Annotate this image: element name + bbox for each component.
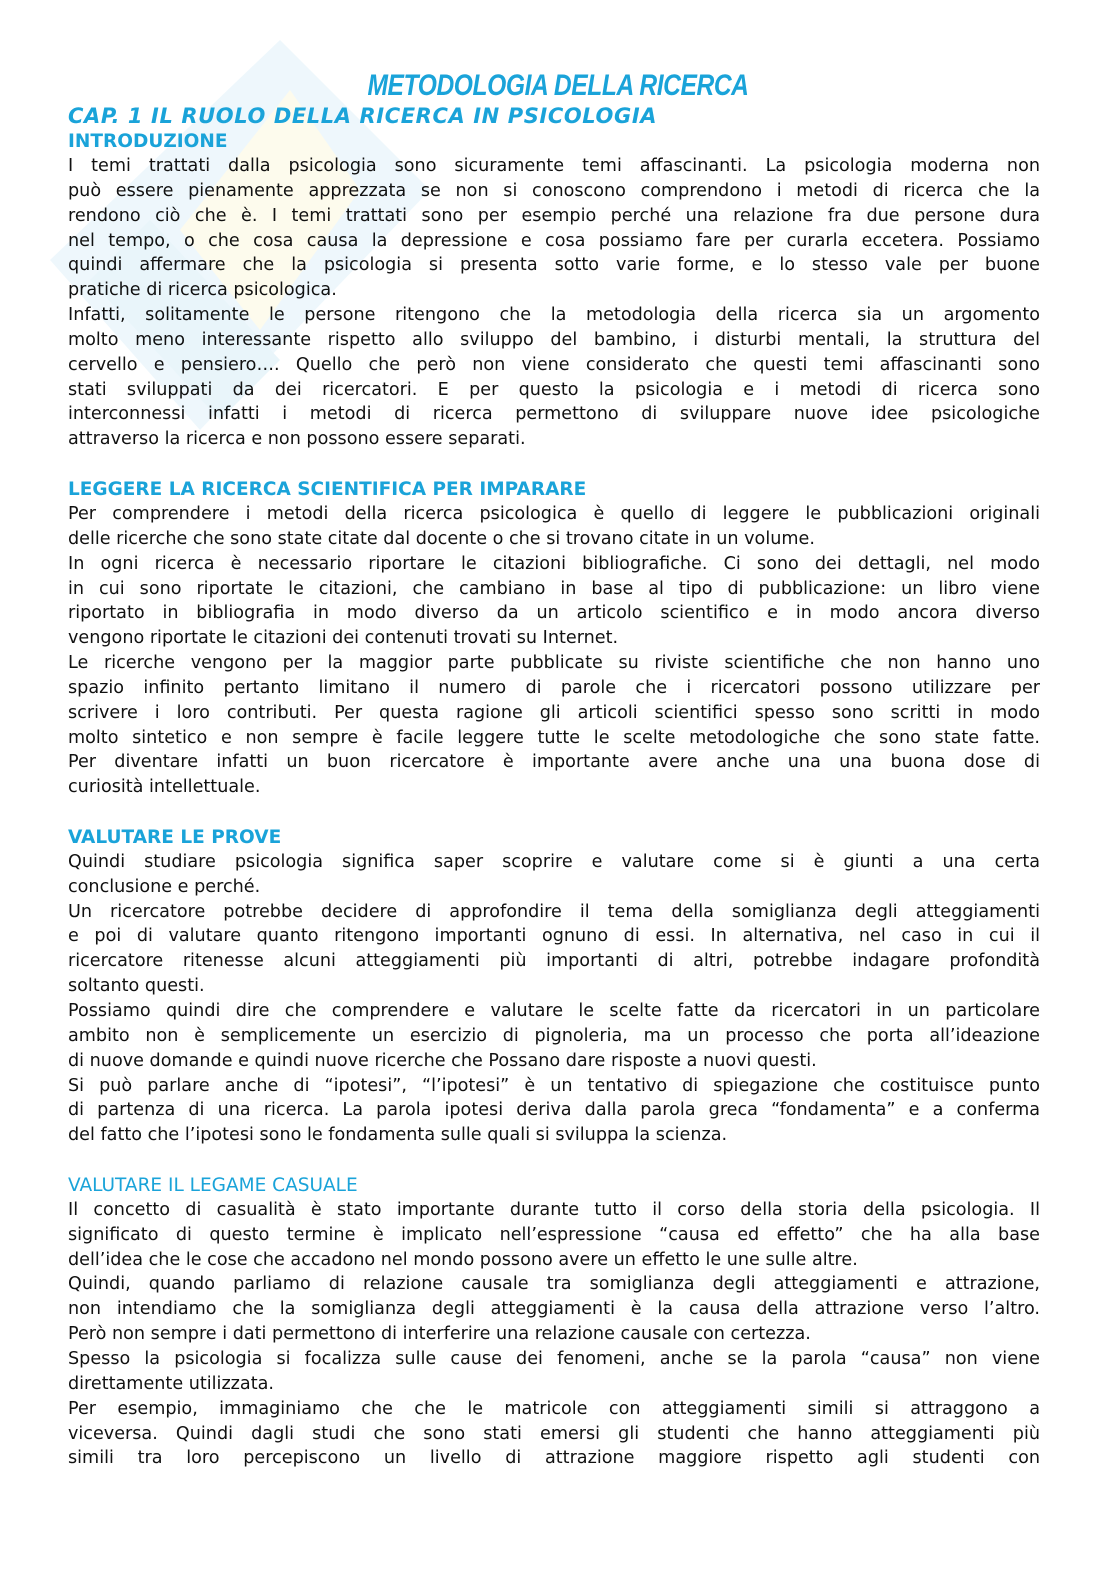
text-line: non intendiamo che la somiglianza degli atteggiamenti è la causa della attrazione verso l’altro. (68, 1299, 1040, 1320)
section-spacer (68, 452, 1040, 477)
paragraph (68, 850, 1040, 900)
text-line: significato di questo termine è implicato nell’espressione “causa ed effetto” che ha alla base (68, 1224, 1040, 1245)
text-line: Infatti, solitamente le persone ritengono che la metodologia della ricerca sia un argomento (68, 305, 1040, 326)
section-spacer (68, 800, 1040, 825)
text-line: simili tra loro percepiscono un livello di attrazione maggiore rispetto agli studenti con (68, 1448, 1040, 1469)
text-line: curiosità intellettuale. (68, 777, 261, 798)
text-line: ambito non è semplicemente un esercizio di pignoleria, ma un processo che porta all’ideazione (68, 1025, 1040, 1046)
text-line: direttamente utilizzata. (68, 1373, 274, 1394)
text-line: attraverso la ricerca e non possono essere separati. (68, 429, 526, 450)
paragraph (68, 1198, 1040, 1273)
paragraph (68, 999, 1040, 1074)
text-line: spazio infinito pertanto limitano il numero di parole che i ricercatori possono utilizzare per (68, 677, 1040, 698)
text-line: stati sviluppati da dei ricercatori. E per questo la psicologia e i metodi di ricerca sono (68, 379, 1040, 400)
text-line: Per comprendere i metodi della ricerca psicologica è quello di leggere le pubblicazioni originali (68, 503, 1040, 524)
text-line: quindi affermare che la psicologia si presenta sotto varie forme, e lo stesso vale per buone (68, 255, 1040, 276)
text-line: Possiamo quindi dire che comprendere e valutare le scelte fatte da ricercatori in un particolare (68, 1001, 1040, 1021)
text-line: scrivere i loro contributi. Per questa ragione gli articoli scientifici spesso sono scritti in modo (68, 702, 1040, 723)
text-line: in cui sono riportate le citazioni, che cambiano in base al tipo di pubblicazione: un libro viene (68, 578, 1040, 599)
text-line: In ogni ricerca è necessario riportare le citazioni bibliografiche. Ci sono dei dettagli, nel modo (68, 553, 1040, 574)
paragraph (68, 154, 1040, 303)
document-title: METODOLOGIA DELLA RICERCA (367, 69, 749, 102)
text-line: Un ricercatore potrebbe decidere di approfondire il tema della somiglianza degli atteggiamenti (68, 901, 1040, 922)
section-heading: INTRODUZIONE (68, 131, 228, 152)
paragraph (68, 303, 1040, 452)
text-line: dell’idea che le cose che accadono nel mondo possono avere un effetto le une sulle altre. (68, 1249, 858, 1270)
text-line: di partenza di una ricerca. La parola ipotesi deriva dalla parola greca “fondamenta” e a conferma (68, 1100, 1040, 1121)
paragraph (68, 552, 1040, 651)
text-line: del fatto che l’ipotesi sono le fondamenta sulle quali si sviluppa la scienza. (68, 1125, 728, 1146)
text-line: può essere pienamente apprezzata se non si conoscono comprendono i metodi di ricerca che la (68, 180, 1040, 201)
document-content (68, 68, 1040, 1471)
text-line: molto sintetico e non sempre è facile leggere tutte le scelte metodologiche che sono state fatte. (68, 727, 1040, 748)
text-line: Si può parlare anche di “ipotesi”, “l’ipotesi” è un tentativo di spiegazione che costituisce punto (68, 1075, 1040, 1096)
text-line: conclusione e perché. (68, 876, 261, 897)
paragraph (68, 1397, 1040, 1472)
text-line: interconnessi infatti i metodi di ricerca permettono di sviluppare nuove idee psicologiche (68, 404, 1040, 425)
section (68, 825, 1040, 1148)
text-line: nel tempo, o che cosa causa la depressione e cosa possiamo fare per curarla eccetera. Possiamo (68, 230, 1040, 251)
section (68, 477, 1040, 800)
paragraph (68, 1074, 1040, 1149)
text-line: Quindi studiare psicologia significa saper scoprire e valutare come si è giunti a una certa (68, 851, 1040, 872)
text-line: ricercatore ritenesse alcuni atteggiamenti più importanti di altri, potrebbe indagare profondità (68, 951, 1040, 972)
paragraph (68, 900, 1040, 999)
text-line: e poi di valutare quanto ritengono importanti ognuno di essi. In alternativa, nel caso in cui il (68, 926, 1040, 947)
paragraph (68, 502, 1040, 552)
text-line: Per diventare infatti un buon ricercatore è importante avere anche una una buona dose di (68, 752, 1040, 773)
section-heading: LEGGERE LA RICERCA SCIENTIFICA PER IMPARARE (68, 478, 587, 500)
text-line: cervello e pensiero…. Quello che però non viene considerato che questi temi affascinanti sono (68, 354, 1040, 375)
text-line: vengono riportate le citazioni dei contenuti trovati su Internet. (68, 628, 619, 649)
text-line: riportato in bibliografia in modo diverso da un articolo scientifico e in modo ancora diverso (68, 603, 1040, 624)
text-line: rendono ciò che è. I temi trattati sono per esempio perché una relazione fra due persone dura (68, 205, 1040, 226)
text-line: delle ricerche che sono state citate dal docente o che si trovano citate in un volume. (68, 528, 815, 549)
text-line: I temi trattati dalla psicologia sono sicuramente temi affascinanti. La psicologia moderna non (68, 156, 1040, 176)
text-line: molto meno interessante rispetto allo sviluppo del bambino, i disturbi mentali, la struttura del (68, 329, 1040, 350)
chapter-heading: CAP. 1 IL RUOLO DELLA RICERCA IN PSICOLOGIA (68, 104, 658, 128)
section-spacer (68, 1148, 1040, 1173)
text-line: viceversa. Quindi dagli studi che sono stati emersi gli studenti che hanno atteggiamenti più (68, 1423, 1040, 1444)
text-line: Quindi, quando parliamo di relazione causale tra somiglianza degli atteggiamenti e attrazione, (68, 1274, 1040, 1295)
text-line: di nuove domande e quindi nuove ricerche che Possano dare risposte a nuovi questi. (68, 1050, 817, 1071)
text-line: pratiche di ricerca psicologica. (68, 280, 337, 301)
text-line: Le ricerche vengono per la maggior parte pubblicate su riviste scientifiche che non hanno uno (68, 653, 1040, 674)
paragraph (68, 1272, 1040, 1347)
text-line: Per esempio, immaginiamo che che le matricole con atteggiamenti simili si attraggono a (68, 1398, 1040, 1419)
text-line: Il concetto di casualità è stato importante durante tutto il corso della storia della psicologia. Il (68, 1199, 1040, 1220)
section-heading: VALUTARE IL LEGAME CASUALE (68, 1174, 358, 1196)
paragraph (68, 651, 1040, 800)
section (68, 129, 1040, 452)
section-heading: VALUTARE LE PROVE (68, 826, 282, 848)
text-line: Però non sempre i dati permettono di interferire una relazione causale con certezza. (68, 1324, 811, 1345)
section (68, 1173, 1040, 1471)
paragraph (68, 1347, 1040, 1397)
text-line: Spesso la psicologia si focalizza sulle cause dei fenomeni, anche se la parola “causa” non viene (68, 1348, 1040, 1369)
text-line: soltanto questi. (68, 976, 205, 997)
